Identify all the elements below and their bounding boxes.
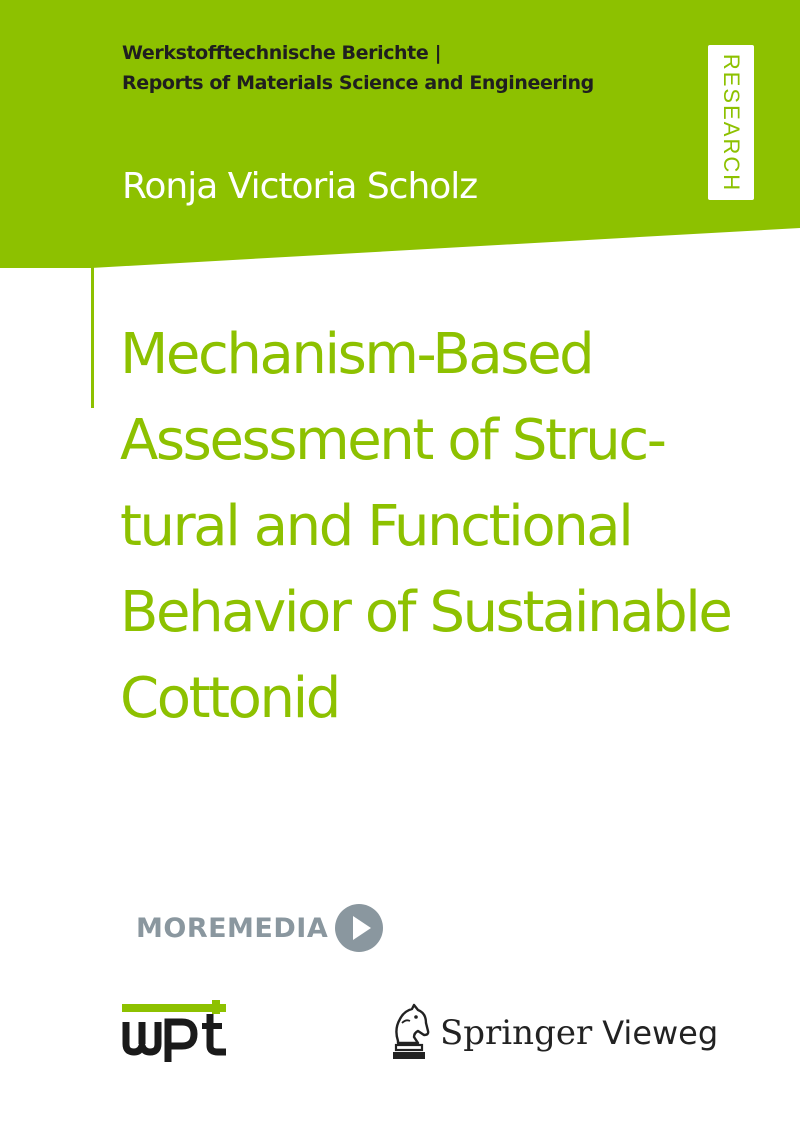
author-name: Ronja Victoria Scholz — [122, 166, 478, 207]
title-line: Assessment of Struc- — [120, 408, 665, 473]
publisher-imprint: Vieweg — [602, 1014, 719, 1052]
wpt-logo — [122, 1000, 232, 1066]
series-title — [122, 38, 594, 98]
title-line: Mechanism-Based — [120, 322, 593, 387]
research-badge — [708, 45, 754, 200]
series-line-german: Werkstofftechnische Berichte | — [122, 42, 442, 64]
publisher-name: Springer — [440, 1013, 593, 1053]
moremedia-link[interactable] — [136, 903, 384, 953]
left-rule — [91, 0, 94, 408]
play-icon — [334, 903, 384, 953]
publisher-logo — [388, 1000, 718, 1066]
research-badge-label: RESEARCH — [719, 53, 744, 192]
title-line: Cottonid — [120, 666, 339, 731]
title-line: Behavior of Sustainable — [120, 580, 731, 645]
series-line-english: Reports of Materials Science and Engineering — [122, 72, 594, 94]
book-title — [120, 312, 780, 742]
moremedia-label: MOREMEDIA — [136, 912, 329, 944]
springer-knight-icon — [388, 1001, 432, 1065]
title-line: tural and Functional — [120, 494, 632, 559]
